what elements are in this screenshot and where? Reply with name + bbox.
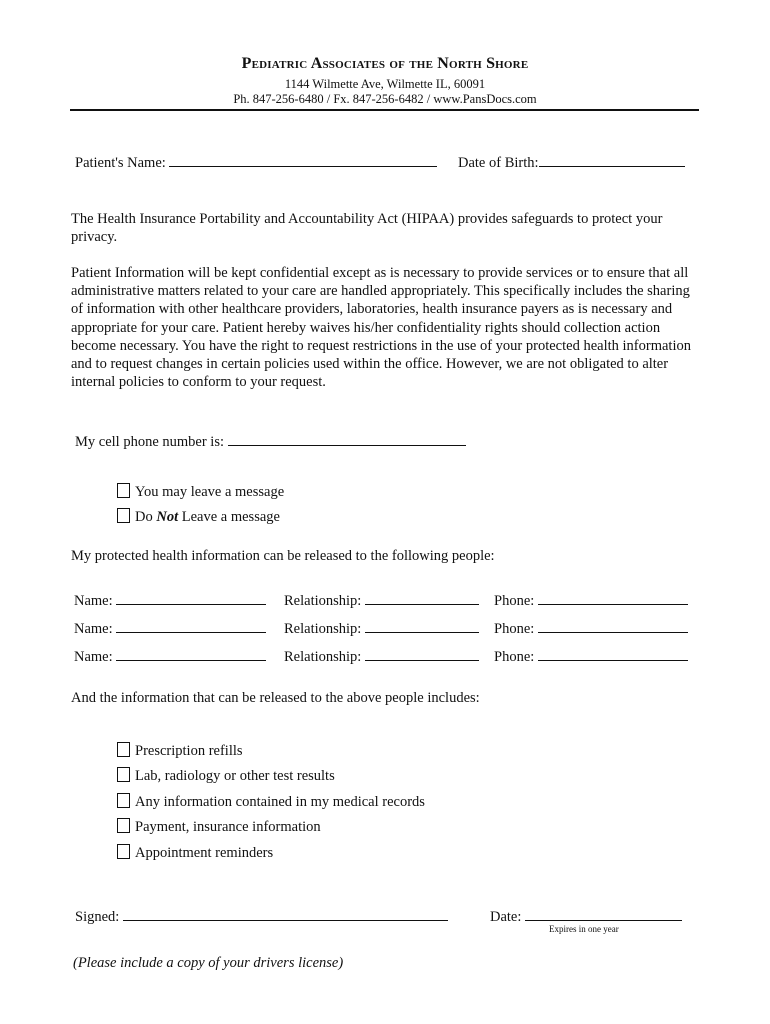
patient-name-field[interactable]	[169, 152, 437, 167]
info-option-appointments[interactable]	[117, 844, 273, 862]
release-phone-field[interactable]	[538, 646, 688, 661]
dob-label: Date of Birth:	[458, 155, 539, 171]
info-heading: And the information that can be released to the above people includes:	[71, 690, 480, 706]
info-option-payment[interactable]	[117, 818, 321, 836]
signature-field[interactable]	[123, 906, 448, 921]
release-relationship-label: Relationship:	[284, 621, 362, 637]
leave-suffix-label: Leave a message	[181, 509, 280, 525]
release-relationship-label: Relationship:	[284, 593, 362, 609]
dob-field[interactable]	[539, 152, 685, 167]
date-field[interactable]	[525, 906, 682, 921]
info-option-label: Any information contained in my medical records	[135, 794, 425, 810]
info-option-prescription[interactable]	[117, 742, 243, 760]
test-results-checkbox[interactable]	[117, 767, 130, 782]
patient-name-row	[75, 152, 437, 172]
release-relationship-field[interactable]	[365, 590, 479, 605]
leave-message-option[interactable]	[117, 483, 284, 501]
release-name-field[interactable]	[116, 590, 266, 605]
release-relationship-field[interactable]	[365, 646, 479, 661]
practice-name: Pediatric Associates of the North Shore	[241, 55, 529, 72]
cell-phone-label: My cell phone number is:	[75, 434, 225, 450]
info-option-medical-records[interactable]	[117, 793, 425, 811]
do-label: Do	[135, 509, 153, 525]
release-name-field[interactable]	[116, 646, 266, 661]
release-name-field[interactable]	[116, 618, 266, 633]
header-divider	[70, 109, 699, 111]
do-not-leave-message-option[interactable]	[117, 508, 280, 526]
signed-label: Signed:	[75, 909, 120, 925]
release-heading: My protected health information can be released to the following people:	[71, 548, 495, 564]
practice-address: 1144 Wilmette Ave, Wilmette IL, 60091	[284, 77, 486, 91]
release-name-label: Name:	[74, 621, 113, 637]
expires-note: Expires in one year	[549, 924, 619, 934]
cell-phone-row	[75, 431, 466, 451]
info-option-label: Prescription refills	[135, 743, 243, 759]
release-phone-label: Phone:	[494, 621, 535, 637]
signature-row	[75, 906, 448, 926]
release-relationship-label: Relationship:	[284, 649, 362, 665]
prescription-checkbox[interactable]	[117, 742, 130, 757]
appointments-checkbox[interactable]	[117, 844, 130, 859]
info-option-label: Appointment reminders	[135, 845, 274, 861]
release-phone-field[interactable]	[538, 618, 688, 633]
info-option-label: Lab, radiology or other test results	[135, 768, 335, 784]
do-not-leave-message-checkbox[interactable]	[117, 508, 130, 523]
patient-name-label: Patient's Name:	[75, 155, 166, 171]
confidentiality-paragraph: Patient Information will be kept confidential except as is necessary to provide services or to ensure that all administrative matters related to your care are handled appropriately. This specifically includes the sharing of information with other healthcare providers, laboratories, health insurance payers as is necessary and appropriate for your care. Patient hereby waives his/her confidentiality rights should collection action become necessary. You have the right to request restrictions in the use of your protected health information and to request changes in certain policies used within the office. However, we are not obligated to alter internal policies to conform to your request.	[71, 265, 691, 391]
release-phone-field[interactable]	[538, 590, 688, 605]
release-name-label: Name:	[74, 593, 113, 609]
release-phone-label: Phone:	[494, 649, 535, 665]
leave-message-checkbox[interactable]	[117, 483, 130, 498]
date-row	[490, 906, 682, 926]
payment-checkbox[interactable]	[117, 818, 130, 833]
not-emphasis: Not	[156, 509, 179, 525]
leave-message-label: You may leave a message	[135, 484, 285, 500]
practice-contact: Ph. 847-256-6480 / Fx. 847-256-6482 / www.PansDocs.com	[233, 92, 537, 106]
info-option-test-results[interactable]	[117, 767, 335, 785]
hipaa-paragraph: The Health Insurance Portability and Accountability Act (HIPAA) provides safeguards to protect your privacy.	[71, 211, 663, 246]
info-option-label: Payment, insurance information	[135, 819, 321, 835]
drivers-license-note: (Please include a copy of your drivers license)	[73, 955, 344, 971]
cell-phone-field[interactable]	[228, 431, 466, 446]
date-label: Date:	[490, 909, 522, 925]
release-relationship-field[interactable]	[365, 618, 479, 633]
medical-records-checkbox[interactable]	[117, 793, 130, 808]
release-name-label: Name:	[74, 649, 113, 665]
dob-row	[458, 152, 685, 172]
release-phone-label: Phone:	[494, 593, 535, 609]
